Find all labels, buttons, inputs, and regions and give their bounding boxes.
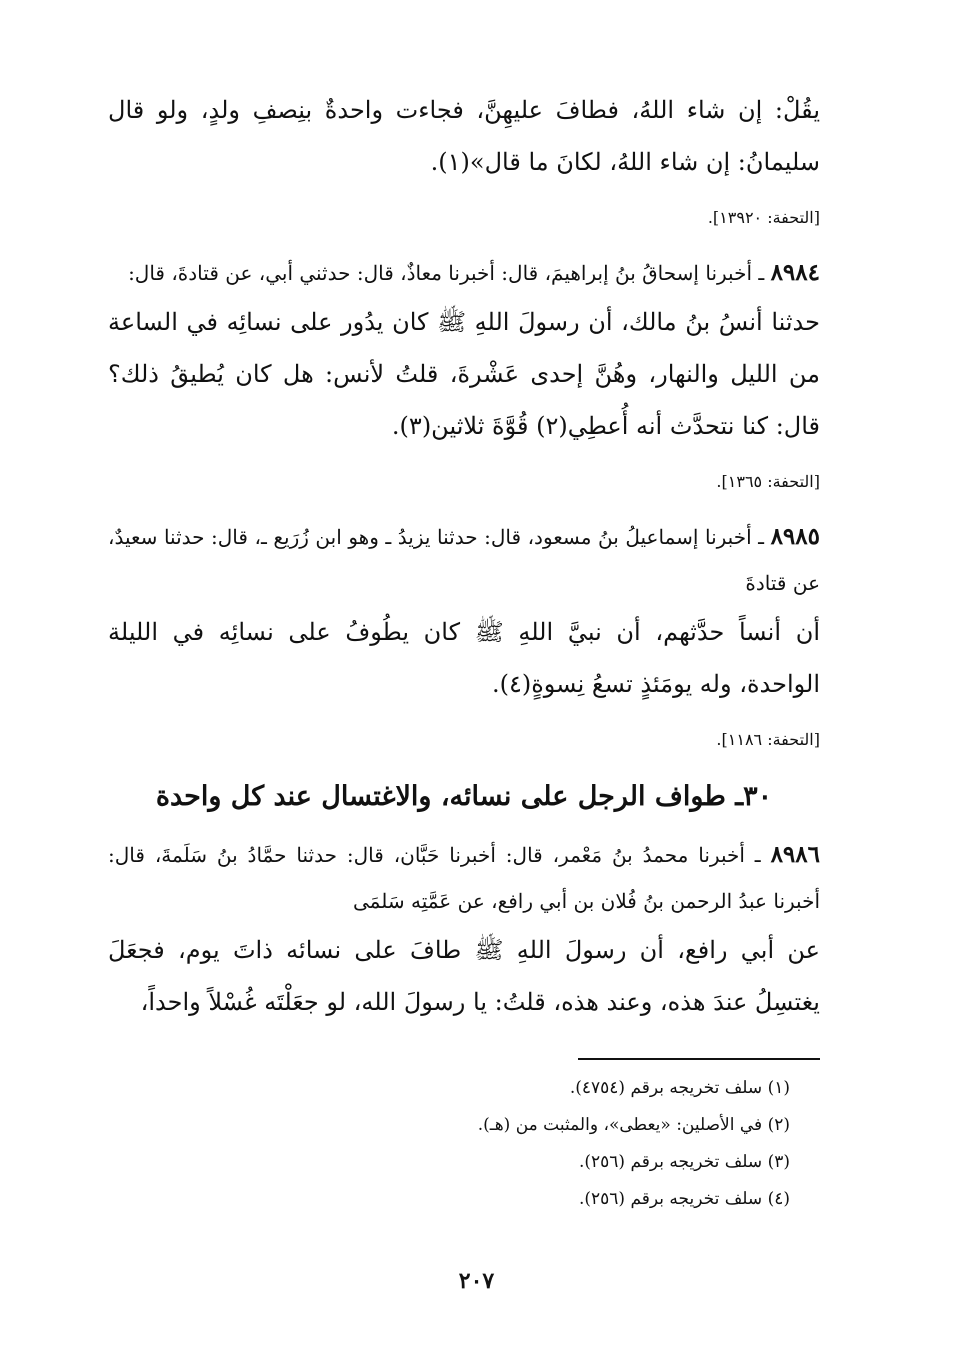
- chapter-heading: ٣٠ـ طواف الرجل على نسائه، والاغتسال عند كل واحدة: [155, 781, 773, 812]
- page-content: [108, 84, 820, 1218]
- footnote-item: (٣) سلف تخريجه برقم (٢٥٦).: [578, 1152, 790, 1172]
- hadith-number: ٨٩٨٦: [770, 841, 820, 868]
- footnote-item: (٢) في الأصلين: «يعطى»، والمثبت من (هـ).: [477, 1115, 790, 1135]
- hadith-8985-matn: أن أنساً حدَّثهم، أن نبيَّ اللهِ ﷺ كان يطُوفُ على نسائِه في الليلة الواحدة، وله يومَئذٍ تسعُ نِسوةٍ(٤).: [108, 618, 820, 698]
- page-number: ٢٠٧: [458, 1268, 495, 1294]
- tuhfa-reference-1: [التحفة: ١٣٩٢٠].: [707, 208, 820, 227]
- hadith-8986-chain: [108, 832, 820, 924]
- paragraph-continuation: يقُلْ: إن شاء اللهُ، فطافَ عليهِنَّ، فجاءت واحدةٌ بنِصفِ ولدٍ، ولو قال سليمانُ: إن شاء اللهُ، لكانَ ما قال»(١).: [108, 96, 820, 176]
- footnote-item: (٤) سلف تخريجه برقم (٢٥٦).: [578, 1189, 790, 1209]
- isnad-text: ـ أخبرنا محمدُ بنُ مَعْمر، قال: أخبرنا حَبَّان، قال: حدثنا حمَّادُ بنُ سَلَمةَ، قال: أخبرنا عبدُ الرحمن بنُ فُلان بن أبي رافع، عن عَمَّتِه سَلمَى: [108, 843, 820, 913]
- hadith-8985-chain: [108, 514, 820, 606]
- hadith-8986-matn: عن أبي رافع، أن رسولَ اللهِ ﷺ طافَ على نسائه ذاتَ يوم، فجعَلَ يغتسِلُ عندَ هذه، وعند هذه، قلتُ: يا رسولَ الله، لو جعَلْتَه غُسْلاً واحداً،: [108, 936, 820, 1016]
- footnote-item: (١) سلف تخريجه برقم (٤٧٥٤).: [569, 1078, 790, 1098]
- isnad-text: ـ أخبرنا إسحاقُ بنُ إبراهيمَ، قال: أخبرنا معاذٌ، قال: حدثني أبي، عن قتادةَ، قال:: [128, 261, 771, 285]
- isnad-text: ـ أخبرنا إسماعيلُ بنُ مسعود، قال: حدثنا يزيدُ ـ وهو ابن زُرَيع ـ، قال: حدثنا سعيدٌ، عن قتادةَ: [108, 525, 820, 595]
- hadith-8984-matn: حدثنا أنسُ بنُ مالك، أن رسولَ اللهِ ﷺ كان يدُور على نسائِه في الساعة من الليل والنهار، وهُنَّ إحدى عَشْرةَ، قلتُ لأنس: هل كان يُطيقُ ذلك؟ قال: كنا نتحدَّث أنه أُعطِي(٢) قُوَّةَ ثلاثين(٣).: [108, 308, 820, 440]
- footnote-separator: [578, 1058, 820, 1060]
- tuhfa-reference-2: [التحفة: ١٣٦٥].: [716, 472, 820, 491]
- footnotes-list: [108, 1070, 820, 1218]
- hadith-8984-chain: [108, 250, 820, 296]
- tuhfa-reference-3: [التحفة: ١١٨٦].: [716, 730, 820, 749]
- hadith-number: ٨٩٨٥: [770, 523, 820, 550]
- hadith-number: ٨٩٨٤: [770, 259, 820, 286]
